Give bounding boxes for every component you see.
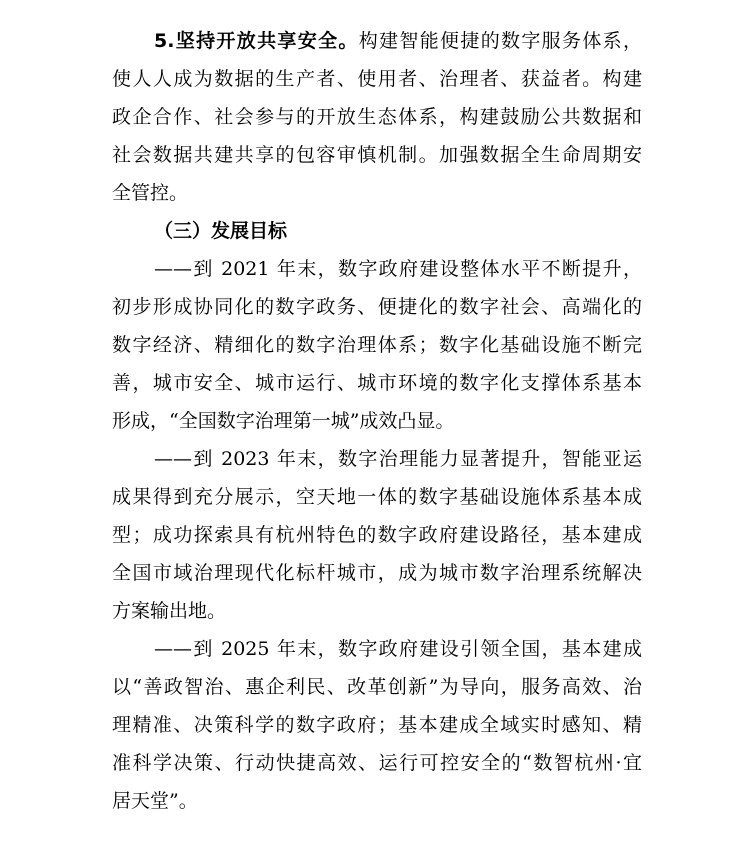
goal-2025-line-2: 以“善政智治、惠企利民、改革创新”为导向，服务高效、治 [112,676,642,698]
goal-2023-line-1: ——到 2023 年末，数字治理能力显著提升，智能亚运 [154,448,642,470]
section5-lead-number: 5. [154,30,175,52]
goal-2025-line-3: 理精准、决策科学的数字政府；基本建成全域实时感知、精 [112,714,642,736]
section5-line-3: 政企合作、社会参与的开放生态体系，构建鼓励公共数据和 [112,106,642,128]
section5-line-5: 全管控。 [112,182,189,204]
goal-2025-line-4: 准科学决策、行动快捷高效、运行可控安全的“数智杭州·宜 [112,752,642,774]
section5-line-1 [154,22,642,60]
section5-line-2: 使人人成为数据的生产者、使用者、治理者、获益者。构建 [112,68,642,90]
goal-2025-line-5: 居天堂”。 [112,790,198,812]
goal-2021-line-5: 形成，“全国数字治理第一城”成效凸显。 [112,410,455,432]
goal-2023-line-3: 型；成功探索具有杭州特色的数字政府建设路径，基本建成 [112,524,642,546]
goal-2023-line-5: 方案输出地。 [112,600,227,622]
goal-2023-line-2: 成果得到充分展示，空天地一体的数字基础设施体系基本成 [112,486,642,508]
goal-2023-line-4: 全国市域治理现代化标杆城市，成为城市数字治理系统解决 [112,562,642,584]
goal-2021-line-2: 初步形成协同化的数字政务、便捷化的数字社会、高端化的 [112,296,642,318]
goals-heading: （三）发展目标 [154,220,288,242]
goal-2025-line-1: ——到 2025 年末，数字政府建设引领全国，基本建成 [154,638,642,660]
section5-line-1-text: 构建智能便捷的数字服务体系， [358,30,642,52]
goal-2021-line-1: ——到 2021 年末，数字政府建设整体水平不断提升， [154,258,642,280]
goal-2021-line-4: 善，城市安全、城市运行、城市环境的数字化支撑体系基本 [112,372,642,394]
section5-line-4: 社会数据共建共享的包容审慎机制。加强数据全生命周期安 [112,144,642,166]
goal-2021-line-3: 数字经济、精细化的数字治理体系；数字化基础设施不断完 [112,334,642,356]
section5-lead-bold: 坚持开放共享安全。 [174,30,359,52]
